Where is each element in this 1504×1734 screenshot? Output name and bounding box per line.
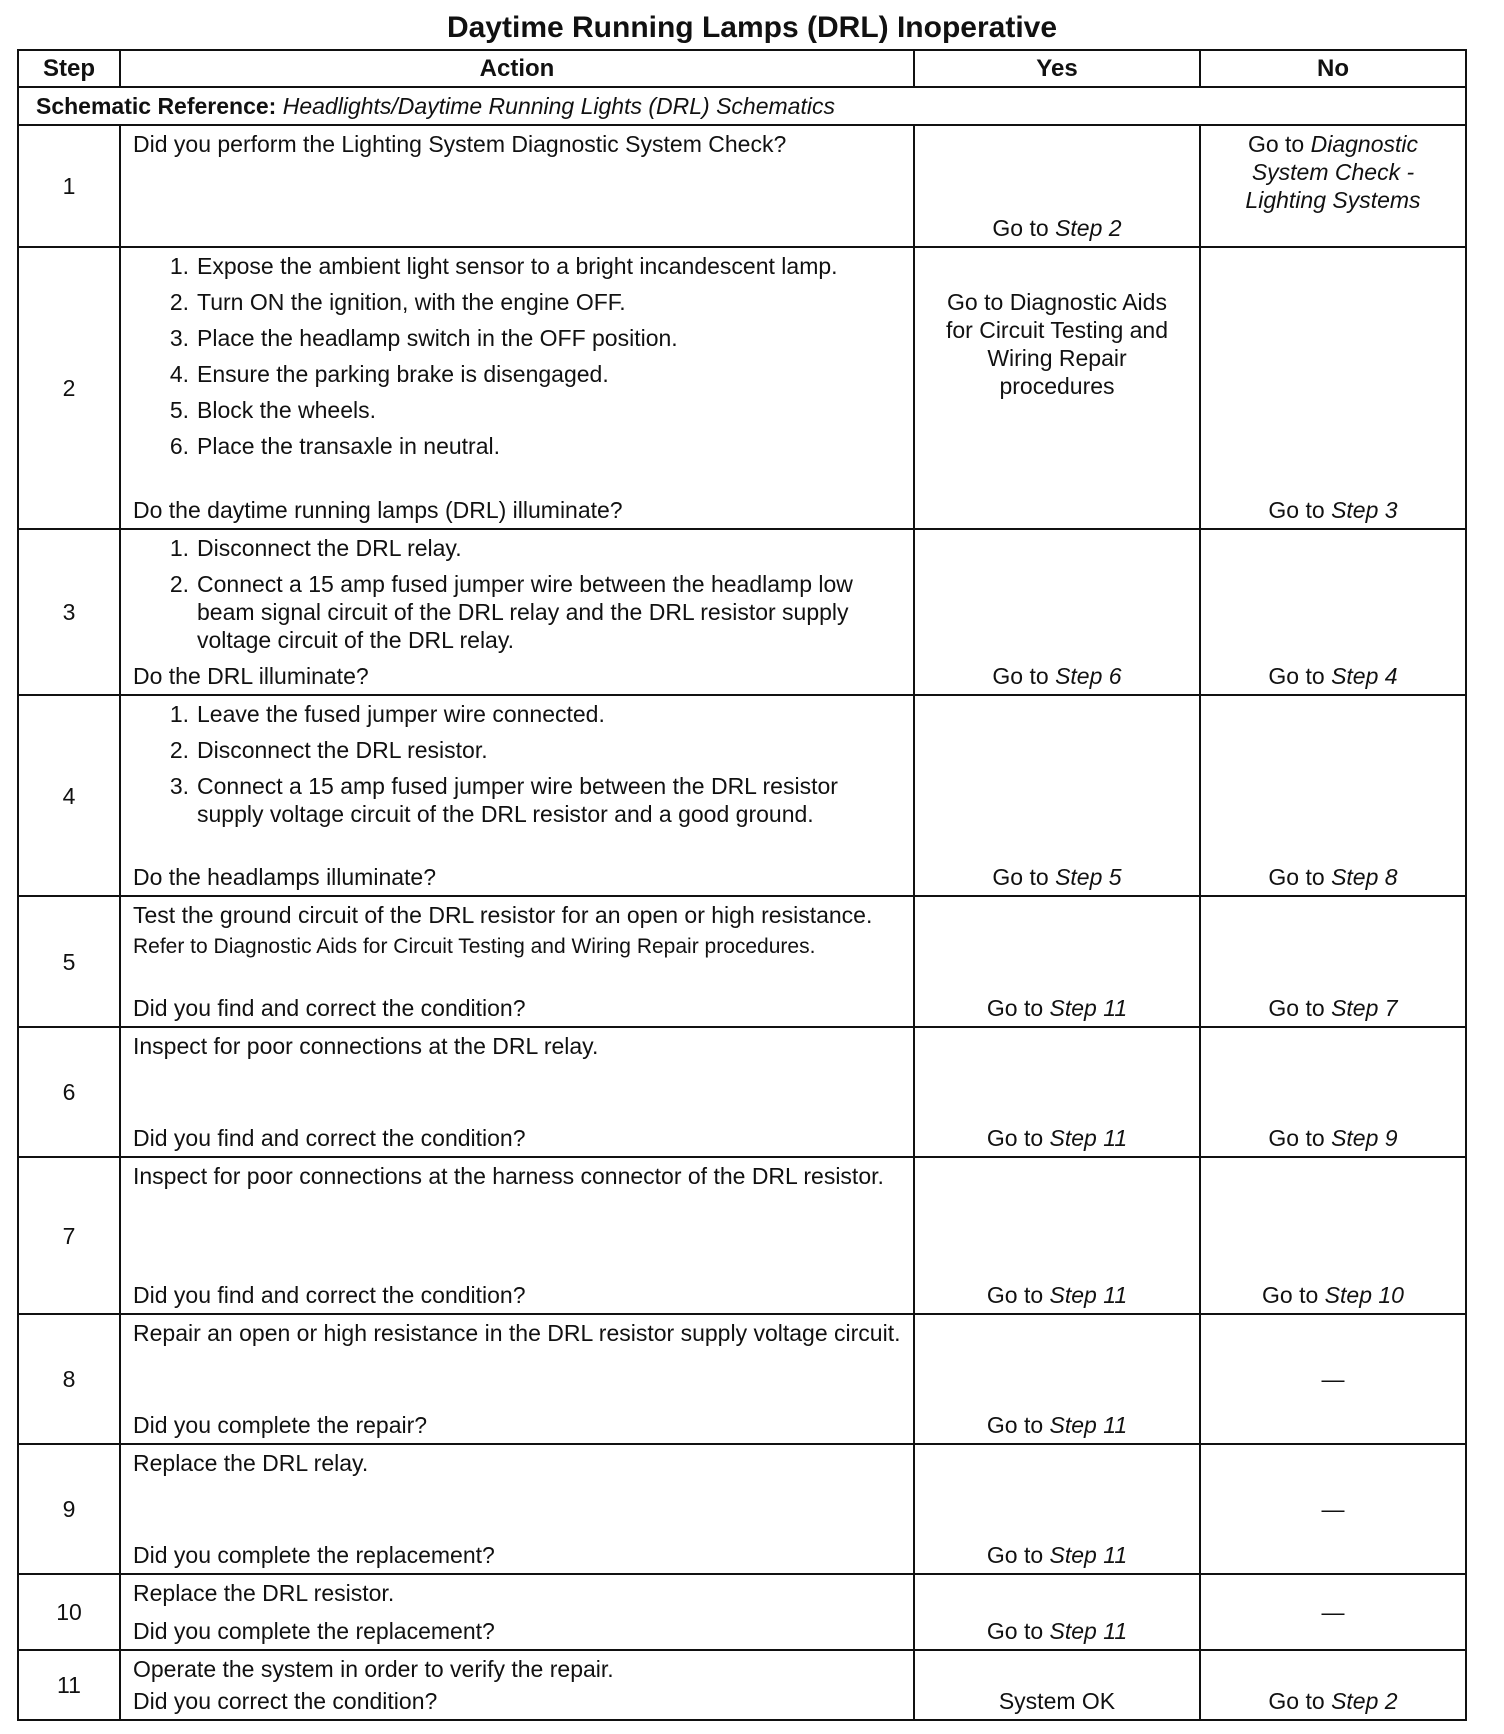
no-cell [1200, 1574, 1466, 1650]
schematic-link[interactable]: Headlights/Daytime Running Lights (DRL) Schematics [282, 93, 835, 119]
action-content [121, 1575, 913, 1607]
step-item-number: 5. [169, 397, 189, 423]
action-question: Did you complete the replacement? [133, 1542, 495, 1568]
table-row [18, 896, 1466, 1027]
action-step-item [133, 360, 901, 388]
no-cell [1200, 1157, 1466, 1314]
no-answer-link[interactable]: Step 8 [1331, 864, 1398, 890]
step-number: 6 [18, 1027, 120, 1157]
yes-answer-prefix: Go to [986, 1282, 1050, 1308]
no-answer-text [1245, 131, 1420, 213]
diagnostic-table [17, 49, 1467, 1721]
yes-answer-text [992, 215, 1121, 241]
schematic-label: Schematic Reference: [36, 93, 277, 119]
action-text: Inspect for poor connections at the harness connector of the DRL resistor. [133, 1163, 884, 1189]
yes-answer-link[interactable]: Step 11 [1049, 1282, 1128, 1308]
action-note: Refer to Diagnostic Aids for Circuit Testing and Wiring Repair procedures. [133, 935, 816, 958]
step-item-number: 2. [169, 571, 189, 597]
action-content [121, 126, 913, 158]
no-answer [1201, 1598, 1465, 1626]
step-item-number: 2. [169, 737, 189, 763]
action-cell [120, 1650, 914, 1720]
action-content [121, 1315, 913, 1347]
action-question: Do the headlamps illuminate? [133, 864, 437, 890]
no-answer-prefix: Go to [1268, 864, 1332, 890]
yes-cell [914, 1444, 1200, 1574]
yes-answer [915, 214, 1199, 242]
yes-cell [914, 1027, 1200, 1157]
yes-cell [914, 247, 1200, 529]
no-answer-prefix: Go to [1268, 663, 1332, 689]
action-step-item [133, 432, 901, 460]
step-number: 5 [18, 896, 120, 1027]
yes-cell [914, 896, 1200, 1027]
action-cell [120, 1157, 914, 1314]
table-row [18, 1444, 1466, 1574]
no-answer [1201, 496, 1465, 524]
action-content [121, 1445, 913, 1477]
yes-answer-link[interactable]: Step 11 [1049, 1125, 1128, 1151]
yes-answer [915, 863, 1199, 891]
step-number: 1 [18, 125, 120, 247]
action-steps [133, 700, 901, 828]
step-item-number: 3. [169, 325, 189, 351]
table-row [18, 247, 1466, 529]
yes-answer-prefix: Go to [986, 1125, 1050, 1151]
table-row [18, 1574, 1466, 1650]
yes-cell [914, 1157, 1200, 1314]
action-step-item [133, 288, 901, 316]
no-answer [1201, 994, 1465, 1022]
step-number: 9 [18, 1444, 120, 1574]
yes-cell [914, 1650, 1200, 1720]
no-answer [1201, 1124, 1465, 1152]
step-item-number: 6. [169, 433, 189, 459]
action-cell [120, 1314, 914, 1444]
no-answer-link[interactable]: Step 3 [1331, 497, 1398, 523]
no-answer-text: — [1321, 1496, 1345, 1522]
action-cell [120, 125, 914, 247]
step-number: 3 [18, 529, 120, 695]
action-cell [120, 1444, 914, 1574]
header-row [18, 50, 1466, 87]
no-answer-text: — [1321, 1366, 1345, 1392]
yes-answer-link[interactable]: Step 11 [1049, 995, 1128, 1021]
no-answer-prefix: Go to [1268, 1125, 1332, 1151]
yes-answer [915, 1124, 1199, 1152]
yes-answer [915, 1687, 1199, 1715]
no-answer [1201, 130, 1465, 214]
table-row [18, 529, 1466, 695]
step-item-text: Expose the ambient light sensor to a bright incandescent lamp. [197, 253, 838, 279]
step-number: 4 [18, 695, 120, 896]
action-text: Repair an open or high resistance in the DRL resistor supply voltage circuit. [133, 1320, 901, 1346]
action-text: Did you perform the Lighting System Diagnostic System Check? [133, 131, 787, 157]
action-step-item [133, 534, 901, 562]
action-cell [120, 529, 914, 695]
no-answer-link[interactable]: Step 2 [1331, 1688, 1398, 1714]
step-item-text: Turn ON the ignition, with the engine OFF. [197, 289, 626, 315]
page-title: Daytime Running Lamps (DRL) Inoperative [446, 11, 1058, 44]
table-row [18, 125, 1466, 247]
action-content [121, 696, 913, 828]
no-answer-link[interactable]: Step 4 [1331, 663, 1398, 689]
yes-answer-text: Go to Diagnostic Aids for Circuit Testing and Wiring Repair procedures [945, 289, 1168, 399]
no-cell [1200, 1650, 1466, 1720]
yes-cell [914, 529, 1200, 695]
action-question: Did you find and correct the condition? [133, 995, 526, 1021]
action-question: Do the DRL illuminate? [133, 663, 369, 689]
action-question: Did you correct the condition? [133, 1688, 438, 1714]
yes-answer-text [992, 663, 1121, 689]
no-answer-text [1268, 663, 1397, 689]
no-answer [1201, 1495, 1465, 1523]
yes-answer-text [987, 995, 1127, 1021]
no-answer-prefix: Go to [1268, 1688, 1332, 1714]
yes-answer [915, 662, 1199, 690]
action-text: Test the ground circuit of the DRL resistor for an open or high resistance. Refer to Diagnostic Aids for Circuit Testing and Wiring Repair procedures. [133, 902, 873, 958]
action-step-item [133, 324, 901, 352]
table-row [18, 1650, 1466, 1720]
no-answer-prefix: Go to [1247, 131, 1311, 157]
step-number: 2 [18, 247, 120, 529]
step-item-number: 1. [169, 701, 189, 727]
yes-cell [914, 1314, 1200, 1444]
yes-answer [915, 1541, 1199, 1569]
action-cell [120, 1574, 914, 1650]
step-item-number: 4. [169, 361, 189, 387]
yes-answer-prefix: Go to [986, 1542, 1050, 1568]
table-row [18, 1157, 1466, 1314]
header-action: Action [120, 50, 914, 87]
action-step-item [133, 252, 901, 280]
yes-answer-text [987, 1412, 1127, 1438]
yes-answer-text [987, 1542, 1127, 1568]
action-question: Did you complete the repair? [133, 1412, 428, 1438]
no-answer-prefix: Go to [1262, 1282, 1325, 1308]
action-text: Replace the DRL relay. [133, 1450, 369, 1476]
header-no: No [1200, 50, 1466, 87]
table-row [18, 1314, 1466, 1444]
no-answer-text [1268, 1125, 1397, 1151]
no-answer [1201, 863, 1465, 891]
step-item-text: Connect a 15 amp fused jumper wire between the DRL resistor supply voltage circuit of the DRL resistor and a good ground. [197, 773, 838, 827]
action-content [121, 1028, 913, 1060]
no-answer-text [1262, 1282, 1404, 1308]
step-item-number: 1. [169, 535, 189, 561]
header-step: Step [18, 50, 120, 87]
action-question: Did you find and correct the condition? [133, 1282, 526, 1308]
action-content [121, 530, 913, 654]
yes-answer-text [987, 1282, 1127, 1308]
no-answer-text [1268, 995, 1397, 1021]
action-step-item [133, 570, 901, 654]
action-steps [133, 252, 901, 460]
yes-answer-link[interactable]: Step 5 [1055, 864, 1122, 890]
no-cell [1200, 1027, 1466, 1157]
no-answer [1201, 1687, 1465, 1715]
step-item-text: Place the transaxle in neutral. [197, 433, 501, 459]
action-cell [120, 247, 914, 529]
no-answer-link[interactable]: Step 9 [1331, 1125, 1398, 1151]
yes-answer-text [987, 1125, 1127, 1151]
action-text: Inspect for poor connections at the DRL relay. [133, 1033, 599, 1059]
no-cell [1200, 896, 1466, 1027]
action-text: Operate the system in order to verify the repair. [133, 1656, 614, 1682]
step-number: 10 [18, 1574, 120, 1650]
header-yes: Yes [914, 50, 1200, 87]
step-item-number: 3. [169, 773, 189, 799]
no-cell [1200, 529, 1466, 695]
yes-answer-link[interactable]: Step 2 [1055, 215, 1122, 241]
yes-cell [914, 695, 1200, 896]
no-answer-link[interactable]: Step 7 [1331, 995, 1398, 1021]
yes-answer-prefix: Go to [992, 864, 1056, 890]
no-answer-prefix: Go to [1268, 497, 1332, 523]
table-row [18, 1027, 1466, 1157]
yes-answer [915, 1281, 1199, 1309]
action-text: Replace the DRL resistor. [133, 1580, 395, 1606]
action-step-item [133, 736, 901, 764]
no-answer [1201, 1281, 1465, 1309]
step-item-number: 1. [169, 253, 189, 279]
no-cell [1200, 1444, 1466, 1574]
yes-answer-text: System OK [998, 1688, 1116, 1714]
action-step-item [133, 772, 901, 828]
schematic-reference [18, 87, 1466, 125]
action-content [121, 897, 913, 961]
action-question: Did you complete the replacement? [133, 1618, 495, 1644]
step-item-text: Ensure the parking brake is disengaged. [197, 361, 609, 387]
table-row [18, 695, 1466, 896]
step-item-number: 2. [169, 289, 189, 315]
yes-answer-link[interactable]: Step 6 [1055, 663, 1122, 689]
action-step-item [133, 700, 901, 728]
yes-answer [915, 1617, 1199, 1645]
yes-answer-prefix: Go to [986, 1618, 1050, 1644]
yes-answer-prefix: Go to [986, 1412, 1050, 1438]
step-item-text: Block the wheels. [197, 397, 376, 423]
action-question: Do the daytime running lamps (DRL) illuminate? [133, 497, 623, 523]
no-answer-text: — [1321, 1599, 1345, 1625]
yes-answer-link[interactable]: Step 11 [1049, 1618, 1128, 1644]
no-answer [1201, 662, 1465, 690]
no-answer-text [1268, 497, 1397, 523]
no-answer-text [1268, 864, 1397, 890]
action-question: Did you find and correct the condition? [133, 1125, 526, 1151]
yes-answer-prefix: Go to [992, 215, 1056, 241]
yes-answer-prefix: Go to [986, 995, 1050, 1021]
schematic-row [18, 87, 1466, 125]
step-item-text: Connect a 15 amp fused jumper wire between the headlamp low beam signal circuit of the DRL relay and the DRL resistor supply voltage circuit of the DRL relay. [197, 571, 853, 653]
step-item-text: Disconnect the DRL relay. [197, 535, 462, 561]
yes-answer-prefix: Go to [992, 663, 1056, 689]
action-step-item [133, 396, 901, 424]
step-number: 8 [18, 1314, 120, 1444]
step-number: 7 [18, 1157, 120, 1314]
action-content [121, 248, 913, 460]
yes-answer [915, 994, 1199, 1022]
yes-answer-link[interactable]: Step 11 [1049, 1412, 1128, 1438]
step-number: 11 [18, 1650, 120, 1720]
step-item-text: Place the headlamp switch in the OFF position. [197, 325, 678, 351]
yes-cell [914, 1574, 1200, 1650]
yes-answer-text [987, 1618, 1127, 1644]
no-cell [1200, 247, 1466, 529]
no-cell [1200, 125, 1466, 247]
yes-cell [914, 125, 1200, 247]
no-answer-link[interactable]: Diagnostic System Check - Lighting Systems [1245, 131, 1421, 213]
no-cell [1200, 695, 1466, 896]
step-item-text: Disconnect the DRL resistor. [197, 737, 488, 763]
step-item-text: Leave the fused jumper wire connected. [197, 701, 605, 727]
yes-answer-text [992, 864, 1121, 890]
yes-answer [915, 1411, 1199, 1439]
action-content [121, 1651, 913, 1683]
action-content [121, 1158, 913, 1190]
yes-answer-link[interactable]: Step 11 [1049, 1542, 1128, 1568]
action-steps [133, 534, 901, 654]
no-answer-prefix: Go to [1268, 995, 1332, 1021]
yes-answer [915, 288, 1199, 400]
action-cell [120, 896, 914, 1027]
no-answer [1201, 1365, 1465, 1393]
no-answer-text [1268, 1688, 1397, 1714]
no-answer-link[interactable]: Step 10 [1324, 1282, 1404, 1308]
action-cell [120, 1027, 914, 1157]
action-cell [120, 695, 914, 896]
no-cell [1200, 1314, 1466, 1444]
